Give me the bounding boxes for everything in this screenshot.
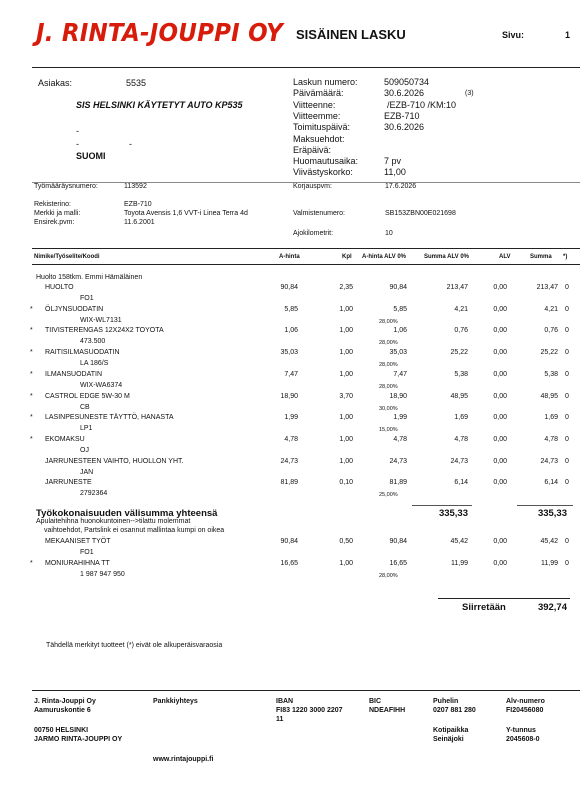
row-discount: 28,00% (379, 318, 398, 325)
invoice-info-label: Viivästyskorko: (293, 167, 353, 178)
row-qty: 2,35 (339, 284, 353, 291)
invoice-info-value: 30.6.2026 (384, 122, 425, 133)
row-sum: 4,21 (544, 305, 558, 313)
first-reg-value: 11.6.2001 (124, 219, 155, 226)
vin-label: Valmistenumero: (293, 210, 346, 217)
col-price-vat0-header: A-hinta ALV 0% (362, 254, 407, 260)
col-vat-header: ALV (499, 254, 511, 260)
subtotal-line-sum (517, 505, 573, 506)
row-price: 90,84 (280, 538, 298, 545)
row-discount: 30,00% (379, 405, 398, 412)
row-item-name: EKOMAKSU (45, 435, 85, 443)
row-qty: 1,00 (339, 435, 353, 443)
row-price-vat0: 4,78 (393, 435, 407, 443)
invoice-info-label: Toimituspäivä: (293, 122, 351, 133)
invoice-info-label: Huomautusaika: (293, 156, 359, 167)
row-sum: 6,14 (544, 479, 558, 487)
row-star: * (30, 435, 33, 443)
row-sum-vat0: 213,47 (446, 284, 468, 291)
row-sum-vat0: 4,21 (454, 305, 468, 313)
footer-ytunnus-value: 2045608-0 (506, 736, 540, 743)
table-row (0, 327, 588, 347)
row-price-vat0: 90,84 (389, 538, 407, 545)
row-qty: 1,00 (339, 414, 353, 422)
row-note: 0 (565, 435, 569, 443)
row-qty: 1,00 (339, 327, 353, 335)
footer-iban-value2: 11 (276, 716, 284, 723)
row-item-name: JARRUNESTE (45, 479, 92, 487)
footer-company2: JARMO RINTA-JOUPPI OY (34, 736, 123, 743)
row-discount: 25,00% (379, 492, 398, 499)
row-star: * (30, 305, 33, 313)
row-discount: 15,00% (379, 427, 398, 434)
row-item-name: RAITISILMASUODATIN (45, 349, 120, 357)
row-sum: 45,42 (540, 538, 558, 545)
row-discount: 28,00% (379, 572, 398, 579)
row-sum-vat0: 6,14 (454, 479, 468, 487)
customer-name: SIS HELSINKI KÄYTETYT AUTO KP535 (76, 100, 243, 110)
reg-value: EZB-710 (124, 201, 152, 208)
footer-bic-label: BIC (369, 698, 382, 705)
row-discount: 28,00% (379, 362, 398, 369)
footnote: Tähdellä merkityt tuotteet (*) eivät ole alkuperäisvaraosia (46, 642, 223, 649)
row-sum-vat0: 0,76 (454, 327, 468, 335)
row-sum-vat0: 5,38 (454, 370, 468, 378)
row-item-name: MONIURAHIHNA TT (45, 559, 110, 567)
row-note: 0 (565, 284, 569, 291)
row-sum-vat0: 4,78 (454, 435, 468, 443)
row-vat: 0,00 (493, 538, 507, 545)
row-item-code: WIX-WA6374 (80, 381, 123, 389)
row-item-code: CB (80, 403, 90, 411)
row-note: 0 (565, 479, 569, 487)
row-price: 35,03 (280, 349, 298, 357)
invoice-info-label: Maksuehdot: (293, 133, 345, 144)
page-label: Sivu: (502, 30, 525, 40)
row-sum: 1,69 (544, 414, 558, 422)
col-price-header: A-hinta (279, 254, 300, 260)
row-price: 1,06 (284, 327, 298, 335)
invoice-info-value: 509050734 (384, 77, 430, 87)
row-qty: 3,70 (339, 392, 353, 400)
footer-vat-value: FI20456080 (506, 707, 544, 714)
footer-domicile-value: Seinäjoki (433, 736, 464, 743)
row-price-vat0: 81,89 (389, 479, 407, 487)
top-divider (32, 67, 580, 68)
table-row (0, 305, 588, 325)
row-item-code: JAN (80, 468, 94, 476)
invoice-info-label: Eräpäivä: (293, 144, 332, 155)
row-price-vat0: 18,90 (389, 392, 407, 400)
row-note: 0 (565, 414, 569, 422)
row-qty: 1,00 (339, 349, 353, 357)
carried-label: Siirretään (462, 602, 506, 613)
row-star: * (30, 327, 33, 335)
row-price: 24,73 (280, 457, 298, 465)
row-note: 0 (565, 392, 569, 400)
row-vat: 0,00 (493, 559, 507, 567)
row-item-code: OJ (80, 446, 89, 454)
row-price: 81,89 (280, 479, 298, 487)
table-row (0, 538, 588, 556)
row-price-vat0: 35,03 (389, 349, 407, 357)
km-label: Ajokilometrit: (293, 230, 334, 237)
row-sum: 25,22 (540, 349, 558, 357)
row-item-code: 473.500 (80, 338, 106, 346)
footer-website[interactable]: www.rintajouppi.fi (153, 756, 214, 763)
row-vat: 0,00 (493, 284, 507, 291)
row-price: 4,78 (284, 435, 298, 443)
table-row (0, 284, 588, 302)
customer-country: SUOMI (76, 151, 106, 161)
row-discount: 28,00% (379, 340, 398, 347)
row-vat: 0,00 (493, 457, 507, 465)
model-value: Toyota Avensis 1,6 VVT-i Linea Terra 4d (124, 210, 248, 217)
row-price-vat0: 16,65 (389, 559, 407, 567)
table-header-top-line (32, 248, 580, 249)
row-price-vat0: 7,47 (393, 370, 407, 378)
row-vat: 0,00 (493, 414, 507, 422)
customer-address-line1: - (76, 126, 79, 136)
row-price: 5,85 (284, 305, 298, 313)
col-sum-vat0-header: Summa ALV 0% (424, 254, 470, 260)
row-vat: 0,00 (493, 327, 507, 335)
work-order-number: 113592 (124, 183, 147, 190)
row-note: 0 (565, 457, 569, 465)
row-star: * (30, 392, 33, 400)
col-item-header: Nimike/Työselite/Koodi (34, 254, 100, 260)
footer-street: Aamuruskontie 6 (34, 707, 91, 714)
row-qty: 1,00 (339, 305, 353, 313)
carried-value: 392,74 (537, 602, 567, 613)
row-price-vat0: 90,84 (389, 284, 407, 291)
row-sum: 48,95 (540, 392, 558, 400)
footer-phone-value: 0207 881 280 (433, 707, 476, 714)
table-row (0, 479, 588, 499)
table-row (0, 457, 588, 476)
repair-date-label: Korjauspvm: (293, 183, 332, 190)
row-vat: 0,00 (493, 305, 507, 313)
invoice-info-label: Viitteemme: (293, 110, 341, 121)
row-sum-vat0: 11,99 (451, 559, 468, 567)
row-sum: 0,76 (544, 327, 558, 335)
invoice-info-value: 7 pv (384, 156, 402, 167)
row-note: 0 (565, 305, 569, 313)
row-note: 0 (565, 559, 569, 567)
page-number: 1 (565, 30, 571, 40)
work-note-line1: Apulaitehihna huonokuntoinen-->tilattu molemmat (36, 518, 191, 525)
invoice-info-label: Laskun numero: (293, 77, 358, 87)
subtotal-label: Työkokonaisuuden välisumma yhteensä (36, 508, 218, 519)
row-sum-vat0: 24,73 (450, 457, 468, 465)
row-item-code: LP1 (80, 425, 93, 433)
row-price-vat0: 24,73 (389, 457, 407, 465)
row-price-vat0: 5,85 (393, 305, 407, 313)
row-sum-vat0: 1,69 (454, 414, 468, 422)
footer-iban-label: IBAN (276, 698, 294, 705)
col-note-header: *) (563, 254, 568, 260)
col-qty-header: Kpl (342, 254, 352, 260)
section-note: Huolto 158tkm. Emmi Hämäläinen (36, 274, 143, 281)
row-note: 0 (565, 349, 569, 357)
subtotal-vat0: 335,33 (438, 508, 468, 519)
customer-address-line2b: - (129, 139, 132, 149)
row-item-name: JARRUNESTEEN VAIHTO, HUOLLON YHT. (45, 457, 184, 465)
row-price: 90,84 (280, 284, 298, 291)
row-item-code: LA 186/S (80, 360, 109, 368)
customer-address-line2: - (76, 139, 79, 149)
reg-label: Rekisterino: (34, 201, 71, 208)
invoice-info-value: EZB-710 (384, 110, 420, 121)
row-price: 16,65 (280, 559, 298, 567)
work-note-line2: vaihtoehdot, Partslink ei osannut mallintaa kumpi on oikea (44, 527, 225, 534)
row-note: 0 (565, 538, 569, 545)
row-item-name: ÖLJYNSUODATIN (45, 305, 104, 313)
row-vat: 0,00 (493, 370, 507, 378)
row-qty: 1,00 (339, 559, 353, 567)
table-row (0, 392, 588, 412)
row-item-code: 2792364 (80, 490, 108, 498)
invoice-info-value: /EZB-710 /KM:10 (387, 99, 457, 110)
row-qty: 0,50 (339, 538, 353, 545)
row-qty: 1,00 (339, 457, 353, 465)
row-discount: 28,00% (379, 383, 398, 390)
customer-label: Asiakas: (38, 78, 73, 88)
row-vat: 0,00 (493, 479, 507, 487)
row-sum-vat0: 45,42 (450, 538, 468, 545)
table-row (0, 414, 588, 434)
footer-phone-label: Puhelin (433, 698, 459, 705)
row-qty: 1,00 (339, 370, 353, 378)
row-item-name: MEKAANISET TYÖT (45, 538, 111, 545)
row-price-vat0: 1,99 (393, 414, 407, 422)
invoice-info-value: 30.6.2026 (384, 88, 425, 99)
row-price: 1,99 (284, 414, 298, 422)
row-star: * (30, 370, 33, 378)
footer-divider (32, 690, 580, 691)
row-item-name: LASINPESUNESTE TÄYTTÖ, HANASTA (45, 414, 174, 422)
row-item-name: ILMANSUODATIN (45, 370, 103, 378)
table-row (0, 435, 588, 454)
table-row (0, 370, 588, 390)
footer-bic-value: NDEAFIHH (369, 707, 406, 714)
customer-number: 5535 (126, 78, 147, 88)
row-item-name: HUOLTO (45, 284, 74, 291)
row-sum: 5,38 (544, 370, 558, 378)
company-logo: J. RINTA-JOUPPI OY (36, 18, 283, 47)
row-star: * (30, 349, 33, 357)
footer-postal: 00750 HELSINKI (34, 727, 89, 734)
row-vat: 0,00 (493, 435, 507, 443)
footer-domicile-label: Kotipaikka (433, 727, 469, 734)
row-qty: 0,10 (339, 479, 353, 487)
row-sum: 24,73 (540, 457, 558, 465)
row-item-code: FO1 (80, 295, 94, 302)
model-label: Merkki ja malli: (34, 210, 81, 217)
col-sum-header: Summa (530, 254, 552, 260)
row-note: 0 (565, 370, 569, 378)
row-item-name: TIIVISTERENGAS 12X24X2 TOYOTA (45, 327, 164, 335)
carried-line (438, 598, 570, 599)
invoice-info-extra: (3) (465, 90, 474, 98)
row-sum: 4,78 (544, 435, 558, 443)
row-star: * (30, 559, 33, 567)
row-item-code: 1 987 947 950 (80, 570, 125, 578)
row-price-vat0: 1,06 (393, 327, 407, 335)
invoice-info-label: Viitteenne: (293, 99, 336, 110)
invoice-info-label: Päivämäärä: (293, 88, 344, 99)
table-row (0, 349, 588, 369)
footer-company: J. Rinta-Jouppi Oy (34, 698, 96, 705)
vin-value: SB153ZBN00E021698 (385, 210, 456, 217)
table-header-bottom-line (32, 264, 580, 265)
row-note: 0 (565, 327, 569, 335)
invoice-info-value: 11,00 (384, 167, 406, 178)
footer-ytunnus-label: Y-tunnus (506, 727, 536, 734)
row-item-code: FO1 (80, 549, 94, 556)
first-reg-label: Ensirek.pvm: (34, 219, 75, 226)
row-vat: 0,00 (493, 349, 507, 357)
row-star: * (30, 414, 33, 422)
row-sum: 213,47 (536, 284, 558, 291)
subtotal-line-vat0 (412, 505, 472, 506)
row-price: 18,90 (280, 392, 298, 400)
row-sum: 11,99 (541, 559, 558, 567)
subtotal-sum: 335,33 (537, 508, 567, 519)
row-sum-vat0: 25,22 (450, 349, 468, 357)
km-value: 10 (385, 230, 393, 237)
row-sum-vat0: 48,95 (450, 392, 468, 400)
table-row (0, 559, 588, 579)
document-title: SISÄINEN LASKU (296, 27, 406, 42)
work-order-label: Työmääräysnumero: (34, 183, 98, 190)
footer-bank-label: Pankkiyhteys (153, 698, 198, 705)
row-item-code: WIX-WL7131 (80, 316, 122, 324)
footer-iban-value: FI83 1220 3000 2207 (276, 707, 343, 714)
row-vat: 0,00 (493, 392, 507, 400)
footer-vat-label: Alv-numero (506, 698, 545, 705)
repair-date-value: 17.6.2026 (385, 183, 417, 190)
row-item-name: CASTROL EDGE 5W-30 M (45, 392, 130, 400)
row-price: 7,47 (284, 370, 298, 378)
